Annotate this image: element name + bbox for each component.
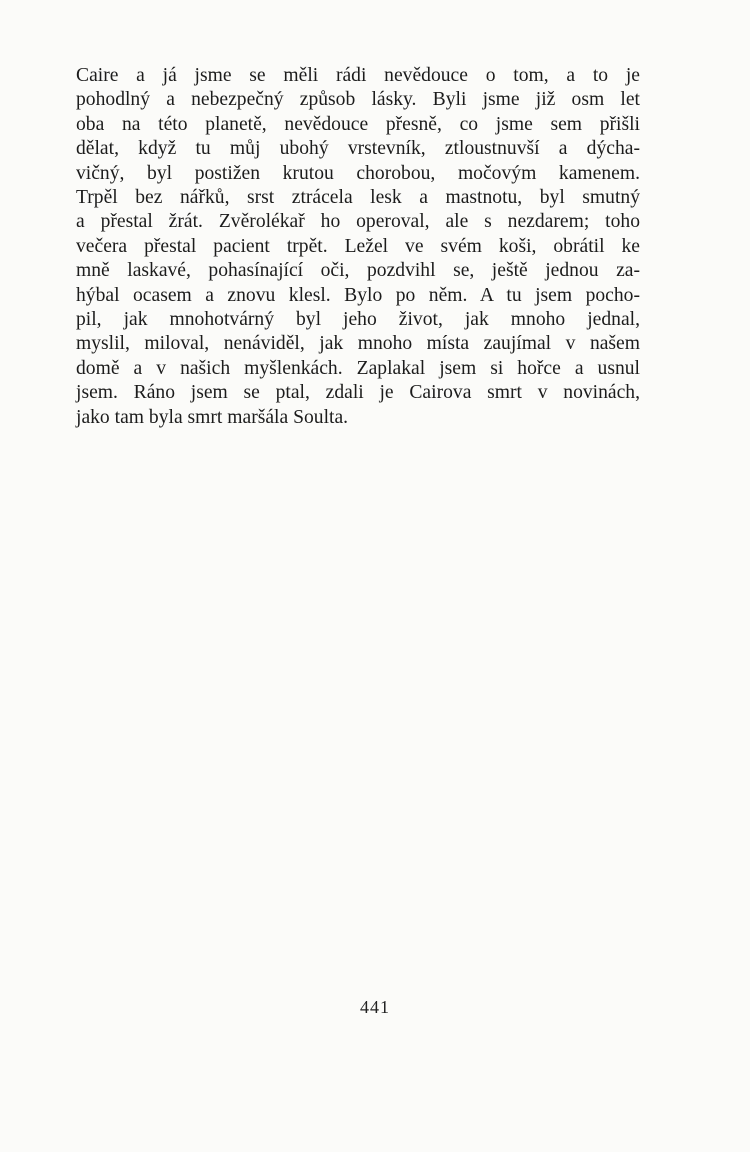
text-line: oba na této planetě, nevědouce přesně, co jsme sem přišli (76, 113, 640, 135)
text-line: pil, jak mnohotvárný byl jeho život, jak mnoho jednal, (76, 309, 640, 331)
text-line: Caire a já jsme se měli rádi nevědouce o tom, a to je (76, 65, 640, 86)
page-number: 441 (360, 997, 390, 1017)
text-line: myslil, miloval, nenáviděl, jak mnoho místa zaujímal v našem (76, 333, 640, 355)
text-line: večera přestal pacient trpět. Ležel ve svém koši, obrátil ke (76, 235, 640, 257)
text-line: jsem. Ráno jsem se ptal, zdali je Cairova smrt v novinách, (76, 382, 640, 404)
text-line: pohodlný a nebezpečný způsob lásky. Byli jsme již osm let (76, 89, 640, 111)
text-line: jako tam byla smrt maršála Soulta. (76, 406, 349, 428)
text-line: Trpěl bez nářků, srst ztrácela lesk a mastnotu, byl smutný (76, 187, 640, 209)
text-line: dělat, když tu můj ubohý vrstevník, ztloustnuvší a dýcha- (76, 138, 640, 160)
body-paragraph (76, 64, 640, 430)
text-line: a přestal žrát. Zvěrolékař ho operoval, ale s nezdarem; toho (76, 211, 640, 233)
text-line: hýbal ocasem a znovu klesl. Bylo po něm. A tu jsem pocho- (76, 284, 640, 306)
text-line: vičný, byl postižen krutou chorobou, močovým kamenem. (76, 162, 640, 184)
text-line: mně laskavé, pohasínající oči, pozdvihl se, ještě jednou za- (76, 260, 640, 282)
text-line: domě a v našich myšlenkách. Zaplakal jsem si hořce a usnul (76, 357, 640, 379)
